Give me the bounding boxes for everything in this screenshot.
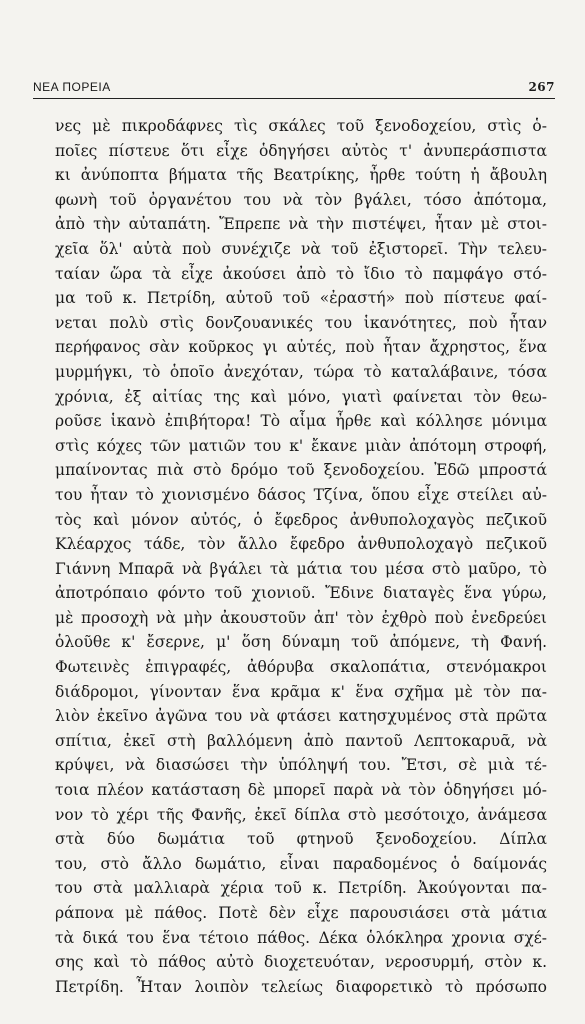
text-line: μυρμήγκι, τὸ ὁποῖο ἀνεχόταν, τώρα τὸ καταλάβαινε, τόσα: [55, 362, 547, 381]
text-line: τὰ δικά του ἕνα τέτοιο πάθος. Δέκα ὁλόκληρα χρονια σχέ-: [55, 928, 547, 947]
text-line: μα τοῦ κ. Πετρίδη, αὐτοῦ τοῦ «ἐραστή» ποὺ πίστευε φαί-: [55, 289, 547, 308]
page-number: 267: [528, 80, 555, 94]
text-line: κρύψει, νὰ διασώσει τὴν ὑπόληψή του. Ἔτσι, σὲ μιὰ τέ-: [55, 756, 547, 775]
text-line: ἀπὸ τὴν αὐταπάτη. Ἔπρεπε νὰ τὴν πιστέψει, ἦταν μὲ στοι-: [55, 215, 547, 234]
text-line: διάδρομοι, γίνονταν ἕνα κρᾶμα κ' ἕνα σχῆμα μὲ τὸν πα-: [55, 682, 547, 701]
text-line: του ἦταν τὸ χιονισμένο δάσος Τζίνα, ὅπου εἶχε στείλει αὐ-: [55, 485, 547, 504]
text-line: μπαίνοντας πιὰ στὸ δρόμο τοῦ ξενοδοχείου. Ἐδῶ μπροστά: [55, 461, 547, 480]
text-line: νον τὸ χέρι τῆς Φανῆς, ἐκεῖ δίπλα στὸ μεσότοιχο, ἀνάμεσα: [55, 805, 547, 824]
text-line: σπίτια, ἐκεῖ στὴ βαλλόμενη ἀπὸ παντοῦ Λεπτοκαρυᾶ, νὰ: [55, 731, 547, 750]
text-line: ταίαν ὥρα τὰ εἶχε ἀκούσει ἀπὸ τὸ ἴδιο τὸ παμφάγο στό-: [55, 264, 547, 283]
text-line: τοια πλέον κατάσταση δὲ μπορεῖ παρὰ νὰ τὸν ὁδηγήσει μό-: [55, 781, 547, 800]
text-line: ὁλοῦθε κ' ἔσερνε, μ' ὅση δύναμη τοῦ ἀπόμενε, τὴ Φανή.: [55, 633, 547, 652]
text-line: χρόνια, ἐξ αἰτίας της καὶ μόνο, γιατὶ φαίνεται τὸν θεω-: [55, 387, 547, 406]
text-line: νεται πολὺ στὶς δονζουανικές του ἱκανότητες, ποὺ ἦταν: [55, 313, 547, 332]
text-line: κι ἀνύποπτα βήματα τῆς Βεατρίκης, ἦρθε τούτη ἡ ἄβουλη: [55, 166, 547, 185]
text-line: ποῖες πίστευε ὅτι εἶχε ὁδηγήσει αὐτὸς τ' ἀνυπεράσπιστα: [55, 141, 547, 160]
text-line: στὰ δύο δωμάτια τοῦ φτηνοῦ ξενοδοχείου. Δίπλα: [55, 830, 547, 849]
text-line: Κλέαρχος τάδε, τὸν ἄλλο ἔφεδρο ἀνθυπολοχαγὸ πεζικοῦ: [55, 535, 547, 554]
text-line: Πετρίδη. Ἦταν λοιπὸν τελείως διαφορετικὸ τὸ πρόσωπο: [55, 977, 547, 996]
text-line: φωνὴ τοῦ ὀργανέτου του νὰ τὸν βγάλει, τόσο ἀπότομα,: [55, 190, 547, 209]
text-line: σης καὶ τὸ πάθος αὐτὸ διοχετευόταν, νεροσυρμή, στὸν κ.: [55, 953, 547, 972]
text-line: ἀποτρόπαιο φόντο τοῦ χιονιοῦ. Ἔδινε διαταγὲς ἕνα γύρω,: [55, 584, 547, 603]
text-line: λιὸν ἐκεῖνο ἀγῶνα του νὰ φτάσει κατησχυμένος στὰ πρῶτα: [55, 707, 547, 726]
journal-title: ΝΕΑ ΠΟΡΕΙΑ: [33, 80, 111, 94]
text-line: ράπονα μὲ πάθος. Ποτὲ δὲν εἶχε παρουσιάσει στὰ μάτια: [55, 904, 547, 922]
text-line: μὲ προσοχὴ νὰ μὴν ἀκουστοῦν ἀπ' τὸν ἐχθρὸ ποὺ ἐνεδρεύει: [55, 608, 547, 627]
text-line: περήφανος σὰν κοῦρκος γι αὐτές, ποὺ ἦταν ἄχρηστος, ἕνα: [55, 338, 547, 357]
running-header: [33, 80, 555, 99]
text-line: του, στὸ ἄλλο δωμάτιο, εἶναι παραδομένος ὁ δαίμονάς: [55, 854, 547, 873]
text-line: Φωτεινὲς ἐπιγραφές, ἀθόρυβα σκαλοπάτια, στενόμακροι: [55, 658, 547, 677]
text-line: χεῖα ὅλ' αὐτὰ ποὺ συνέχιζε νὰ τοῦ ἐξιστορεῖ. Τὴν τελευ-: [55, 239, 547, 258]
text-line: του στὰ μαλλιαρὰ χέρια τοῦ κ. Πετρίδη. Ἀκούγονται πα-: [55, 879, 547, 898]
text-line: στὶς κόχες τῶν ματιῶν του κ' ἔκανε μιὰν ἀπότομη στροφή,: [55, 436, 547, 455]
body-text: [55, 114, 547, 999]
text-line: ροῦσε ἱκανὸ ἐπιβήτορα! Τὸ αἷμα ἦρθε καὶ κόλλησε μόνιμα: [55, 412, 547, 431]
text-line: τὸς καὶ μόνον αὐτός, ὁ ἔφεδρος ἀνθυπολοχαγὸς πεζικοῦ: [55, 510, 547, 529]
text-line: νες μὲ πικροδάφνες τὶς σκάλες τοῦ ξενοδοχείου, στὶς ὁ-: [55, 117, 547, 135]
text-line: Γιάννη Μπαρᾶ νὰ βγάλει τὰ μάτια του μέσα στὸ μαῦρο, τὸ: [55, 559, 547, 578]
